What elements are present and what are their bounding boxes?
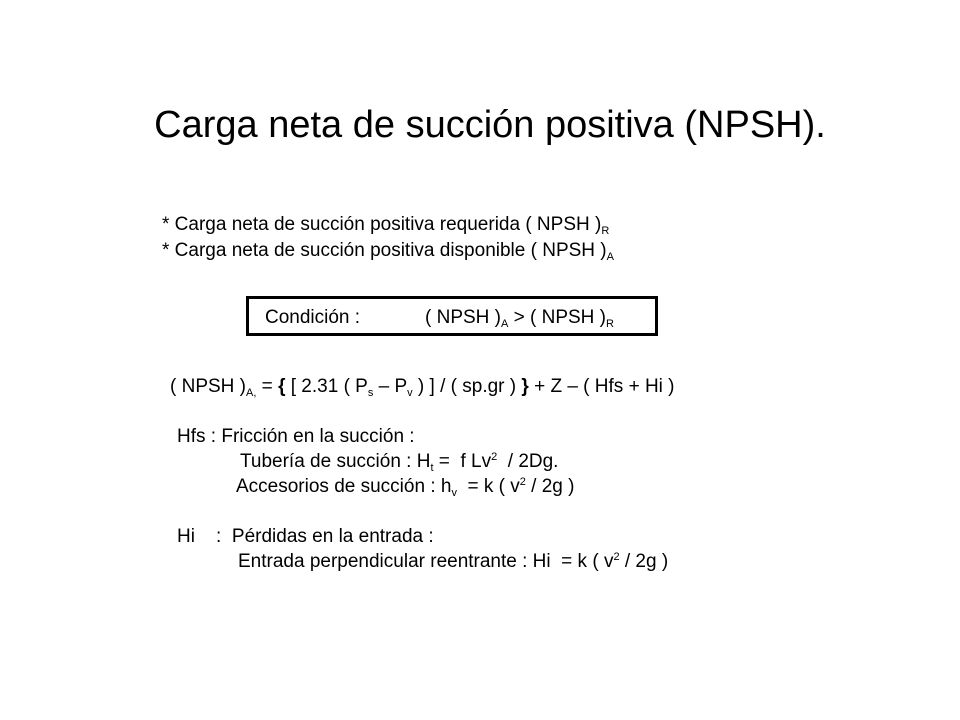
- formula-sub: s: [367, 387, 374, 399]
- subscript-r: R: [601, 225, 610, 237]
- formula-sub: v: [451, 487, 457, 499]
- hfs-heading: Hfs : Fricción en la succión :: [177, 426, 415, 447]
- subscript-a: A: [606, 251, 614, 263]
- formula-sup: 2: [519, 476, 526, 488]
- formula-part: / 2Dg.: [497, 451, 559, 472]
- condition-right-sub: R: [606, 318, 614, 330]
- hfs-fittings-formula: [236, 476, 574, 498]
- formula-part: =: [256, 376, 279, 397]
- condition-operator: >: [508, 307, 530, 328]
- condition-box: [246, 296, 658, 336]
- formula-sup: 2: [613, 551, 620, 563]
- formula-part: Accesorios de succión : h: [236, 476, 452, 497]
- formula-part: / 2g ): [619, 551, 669, 572]
- formula-part: / 2g ): [525, 476, 575, 497]
- formula-part: ) ] / ( sp.gr ): [412, 376, 522, 397]
- formula-part: Entrada perpendicular reentrante : Hi = k ( v: [238, 551, 614, 572]
- formula-brace-open: {: [278, 376, 286, 397]
- definition-required-text: * Carga neta de succión positiva requerida ( NPSH ): [162, 214, 602, 235]
- hi-entry-formula: [238, 551, 668, 573]
- condition-right: ( NPSH ): [530, 307, 606, 328]
- formula-part: – P: [373, 376, 408, 397]
- condition-label: Condición :: [265, 307, 361, 328]
- formula-part: ( NPSH ): [170, 376, 246, 397]
- formula-part: = f Lv: [433, 451, 492, 472]
- definition-available: [162, 240, 614, 262]
- formula-part: Tubería de succión : H: [240, 451, 431, 472]
- definition-required: [162, 214, 609, 236]
- formula-sub: A,: [246, 387, 257, 399]
- condition-left-sub: A: [501, 318, 509, 330]
- slide-title: Carga neta de succión positiva (NPSH).: [154, 104, 826, 146]
- formula-sub: v: [407, 387, 413, 399]
- condition-left: ( NPSH ): [425, 307, 501, 328]
- definition-available-text: * Carga neta de succión positiva disponible ( NPSH ): [162, 240, 607, 261]
- formula-part: + Z – ( Hfs + Hi ): [528, 376, 675, 397]
- formula-sub: t: [430, 462, 434, 474]
- hfs-pipe-formula: [240, 451, 558, 473]
- formula-brace-close: }: [521, 376, 529, 397]
- formula-sup: 2: [491, 451, 498, 463]
- npsh-formula: [170, 376, 675, 398]
- condition-expression: [425, 307, 614, 329]
- hi-heading: Hi : Pérdidas en la entrada :: [177, 526, 434, 547]
- formula-part: [ 2.31 ( P: [285, 376, 368, 397]
- formula-part: = k ( v: [456, 476, 520, 497]
